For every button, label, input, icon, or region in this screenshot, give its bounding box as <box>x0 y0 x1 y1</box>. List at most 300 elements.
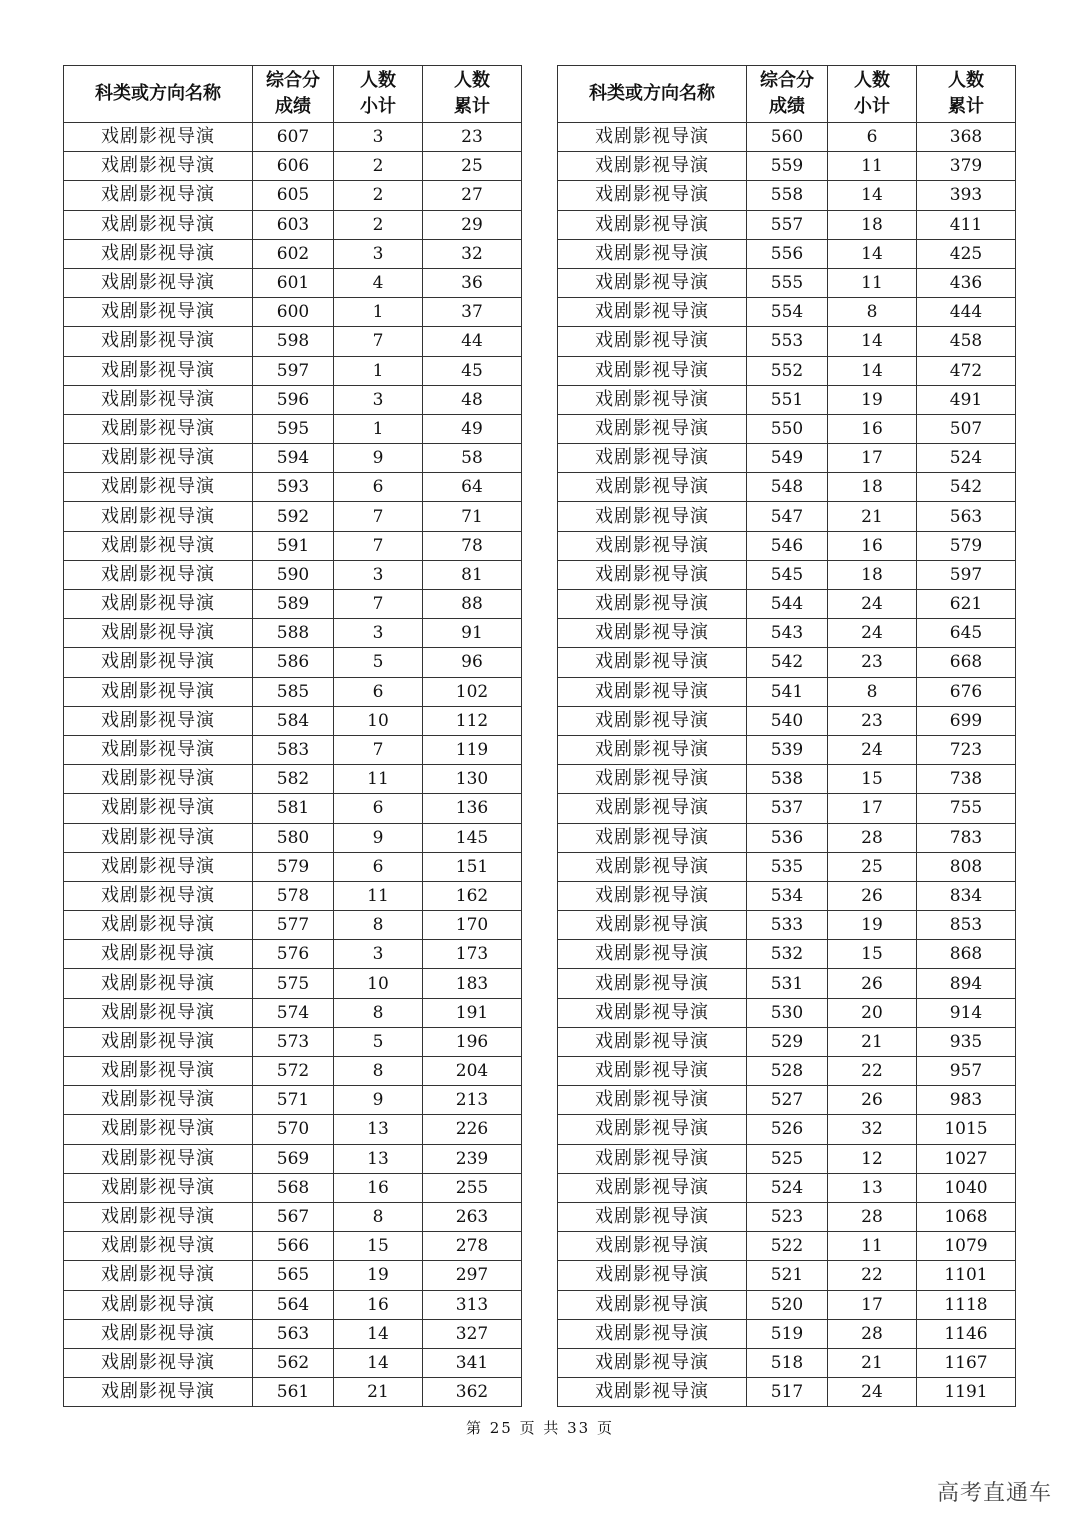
cell-name: 戏剧影视导演 <box>64 590 253 619</box>
header-name: 科类或方向名称 <box>64 66 253 123</box>
cell-name: 戏剧影视导演 <box>64 765 253 794</box>
table-header-row <box>64 66 522 123</box>
cell-score: 533 <box>747 911 828 940</box>
cell-name: 戏剧影视导演 <box>64 298 253 327</box>
score-table-right <box>557 65 1016 1407</box>
cell-cumulative: 204 <box>423 1057 522 1086</box>
cell-cumulative: 645 <box>917 619 1016 648</box>
table-row <box>558 444 1016 473</box>
cell-count: 15 <box>334 1232 423 1261</box>
cell-name: 戏剧影视导演 <box>64 852 253 881</box>
cell-count: 17 <box>828 794 917 823</box>
cell-count: 1 <box>334 356 423 385</box>
cell-score: 606 <box>253 152 334 181</box>
cell-name: 戏剧影视导演 <box>558 1261 747 1290</box>
cell-name: 戏剧影视导演 <box>558 590 747 619</box>
cell-score: 553 <box>747 327 828 356</box>
cell-name: 戏剧影视导演 <box>558 969 747 998</box>
table-body-right <box>558 123 1016 1407</box>
cell-name: 戏剧影视导演 <box>64 969 253 998</box>
cell-count: 9 <box>334 1086 423 1115</box>
cell-score: 563 <box>253 1319 334 1348</box>
cell-score: 542 <box>747 648 828 677</box>
cell-cumulative: 78 <box>423 531 522 560</box>
cell-count: 16 <box>828 531 917 560</box>
cell-score: 592 <box>253 502 334 531</box>
cell-name: 戏剧影视导演 <box>64 1202 253 1231</box>
cell-cumulative: 112 <box>423 706 522 735</box>
cell-score: 571 <box>253 1086 334 1115</box>
cell-count: 17 <box>828 444 917 473</box>
cell-score: 575 <box>253 969 334 998</box>
table-row <box>558 414 1016 443</box>
table-row <box>558 560 1016 589</box>
cell-count: 19 <box>828 385 917 414</box>
cell-score: 550 <box>747 414 828 443</box>
cell-count: 24 <box>828 590 917 619</box>
cell-score: 562 <box>253 1348 334 1377</box>
table-row <box>558 1378 1016 1407</box>
cell-name: 戏剧影视导演 <box>64 531 253 560</box>
cell-count: 15 <box>828 940 917 969</box>
table-row <box>64 823 522 852</box>
table-row <box>558 590 1016 619</box>
cell-score: 595 <box>253 414 334 443</box>
table-row <box>64 852 522 881</box>
table-row <box>558 619 1016 648</box>
cell-cumulative: 102 <box>423 677 522 706</box>
cell-score: 588 <box>253 619 334 648</box>
cell-count: 11 <box>828 268 917 297</box>
cell-name: 戏剧影视导演 <box>64 648 253 677</box>
cell-name: 戏剧影视导演 <box>64 1173 253 1202</box>
cell-cumulative: 29 <box>423 210 522 239</box>
cell-cumulative: 263 <box>423 1202 522 1231</box>
cell-count: 6 <box>334 794 423 823</box>
cell-count: 20 <box>828 998 917 1027</box>
cell-count: 6 <box>334 473 423 502</box>
cell-name: 戏剧影视导演 <box>558 1348 747 1377</box>
cell-name: 戏剧影视导演 <box>558 1115 747 1144</box>
cell-cumulative: 226 <box>423 1115 522 1144</box>
cell-name: 戏剧影视导演 <box>64 1319 253 1348</box>
cell-score: 584 <box>253 706 334 735</box>
cell-cumulative: 255 <box>423 1173 522 1202</box>
cell-name: 戏剧影视导演 <box>558 911 747 940</box>
cell-cumulative: 327 <box>423 1319 522 1348</box>
cell-score: 544 <box>747 590 828 619</box>
header-score: 综合分 成绩 <box>747 66 828 123</box>
cell-cumulative: 524 <box>917 444 1016 473</box>
cell-name: 戏剧影视导演 <box>64 560 253 589</box>
cell-cumulative: 91 <box>423 619 522 648</box>
cell-name: 戏剧影视导演 <box>64 414 253 443</box>
cell-name: 戏剧影视导演 <box>64 998 253 1027</box>
cell-score: 539 <box>747 735 828 764</box>
table-row <box>558 1261 1016 1290</box>
cell-cumulative: 914 <box>917 998 1016 1027</box>
table-row <box>64 1232 522 1261</box>
cell-name: 戏剧影视导演 <box>64 444 253 473</box>
cell-score: 546 <box>747 531 828 560</box>
cell-cumulative: 411 <box>917 210 1016 239</box>
table-row <box>64 1348 522 1377</box>
cell-score: 541 <box>747 677 828 706</box>
table-row <box>64 1144 522 1173</box>
table-row <box>64 444 522 473</box>
cell-count: 22 <box>828 1261 917 1290</box>
cell-count: 13 <box>334 1144 423 1173</box>
table-row <box>64 210 522 239</box>
cell-count: 3 <box>334 385 423 414</box>
cell-count: 8 <box>828 677 917 706</box>
table-body-left <box>64 123 522 1407</box>
cell-cumulative: 297 <box>423 1261 522 1290</box>
table-row <box>558 940 1016 969</box>
cell-cumulative: 723 <box>917 735 1016 764</box>
table-row <box>64 268 522 297</box>
cell-score: 597 <box>253 356 334 385</box>
cell-cumulative: 213 <box>423 1086 522 1115</box>
cell-score: 557 <box>747 210 828 239</box>
cell-cumulative: 48 <box>423 385 522 414</box>
table-row <box>558 1348 1016 1377</box>
cell-count: 21 <box>828 1027 917 1056</box>
cell-cumulative: 44 <box>423 327 522 356</box>
table-row <box>64 298 522 327</box>
table-row <box>64 940 522 969</box>
cell-count: 21 <box>828 1348 917 1377</box>
cell-count: 28 <box>828 1202 917 1231</box>
cell-name: 戏剧影视导演 <box>558 1232 747 1261</box>
cell-cumulative: 81 <box>423 560 522 589</box>
header-name: 科类或方向名称 <box>558 66 747 123</box>
cell-count: 21 <box>828 502 917 531</box>
cell-score: 527 <box>747 1086 828 1115</box>
table-row <box>64 765 522 794</box>
cell-name: 戏剧影视导演 <box>558 210 747 239</box>
cell-score: 530 <box>747 998 828 1027</box>
table-row <box>558 473 1016 502</box>
table-row <box>558 765 1016 794</box>
cell-cumulative: 362 <box>423 1378 522 1407</box>
cell-count: 8 <box>334 1202 423 1231</box>
cell-name: 戏剧影视导演 <box>64 473 253 502</box>
cell-count: 1 <box>334 298 423 327</box>
cell-name: 戏剧影视导演 <box>64 327 253 356</box>
cell-count: 3 <box>334 123 423 152</box>
cell-count: 19 <box>334 1261 423 1290</box>
cell-count: 14 <box>828 239 917 268</box>
cell-score: 573 <box>253 1027 334 1056</box>
table-row <box>558 852 1016 881</box>
cell-name: 戏剧影视导演 <box>64 619 253 648</box>
cell-name: 戏剧影视导演 <box>64 735 253 764</box>
cell-name: 戏剧影视导演 <box>558 327 747 356</box>
cell-name: 戏剧影视导演 <box>64 239 253 268</box>
cell-name: 戏剧影视导演 <box>558 239 747 268</box>
cell-name: 戏剧影视导演 <box>64 794 253 823</box>
cell-name: 戏剧影视导演 <box>64 123 253 152</box>
cell-name: 戏剧影视导演 <box>64 1086 253 1115</box>
cell-name: 戏剧影视导演 <box>558 414 747 443</box>
cell-count: 13 <box>334 1115 423 1144</box>
cell-score: 520 <box>747 1290 828 1319</box>
cell-name: 戏剧影视导演 <box>558 298 747 327</box>
cell-count: 3 <box>334 940 423 969</box>
table-row <box>64 911 522 940</box>
cell-count: 21 <box>334 1378 423 1407</box>
cell-score: 568 <box>253 1173 334 1202</box>
table-row <box>64 969 522 998</box>
table-row <box>558 677 1016 706</box>
cell-name: 戏剧影视导演 <box>558 881 747 910</box>
cell-cumulative: 136 <box>423 794 522 823</box>
table-row <box>558 356 1016 385</box>
table-row <box>64 560 522 589</box>
cell-cumulative: 151 <box>423 852 522 881</box>
table-row <box>558 298 1016 327</box>
table-header-row <box>558 66 1016 123</box>
cell-cumulative: 853 <box>917 911 1016 940</box>
cell-cumulative: 191 <box>423 998 522 1027</box>
cell-cumulative: 783 <box>917 823 1016 852</box>
cell-count: 6 <box>334 677 423 706</box>
table-row <box>558 268 1016 297</box>
cell-name: 戏剧影视导演 <box>558 706 747 735</box>
cell-cumulative: 278 <box>423 1232 522 1261</box>
cell-score: 583 <box>253 735 334 764</box>
cell-score: 567 <box>253 1202 334 1231</box>
cell-score: 581 <box>253 794 334 823</box>
cell-cumulative: 1191 <box>917 1378 1016 1407</box>
cell-score: 524 <box>747 1173 828 1202</box>
table-row <box>558 181 1016 210</box>
cell-cumulative: 579 <box>917 531 1016 560</box>
cell-cumulative: 1068 <box>917 1202 1016 1231</box>
cell-score: 536 <box>747 823 828 852</box>
table-row <box>64 1086 522 1115</box>
table-row <box>558 735 1016 764</box>
table-row <box>64 1290 522 1319</box>
table-row <box>558 706 1016 735</box>
cell-score: 580 <box>253 823 334 852</box>
cell-count: 16 <box>334 1173 423 1202</box>
cell-count: 5 <box>334 1027 423 1056</box>
cell-name: 戏剧影视导演 <box>558 502 747 531</box>
cell-cumulative: 755 <box>917 794 1016 823</box>
table-row <box>558 969 1016 998</box>
cell-score: 591 <box>253 531 334 560</box>
table-row <box>558 385 1016 414</box>
cell-score: 552 <box>747 356 828 385</box>
cell-count: 22 <box>828 1057 917 1086</box>
cell-name: 戏剧影视导演 <box>558 1173 747 1202</box>
table-row <box>558 239 1016 268</box>
cell-cumulative: 491 <box>917 385 1016 414</box>
cell-count: 23 <box>828 648 917 677</box>
table-row <box>64 356 522 385</box>
cell-score: 519 <box>747 1319 828 1348</box>
cell-count: 2 <box>334 181 423 210</box>
table-row <box>64 181 522 210</box>
cell-cumulative: 1146 <box>917 1319 1016 1348</box>
cell-cumulative: 341 <box>423 1348 522 1377</box>
cell-score: 601 <box>253 268 334 297</box>
cell-cumulative: 313 <box>423 1290 522 1319</box>
table-row <box>64 998 522 1027</box>
cell-score: 531 <box>747 969 828 998</box>
table-row <box>64 1319 522 1348</box>
cell-score: 535 <box>747 852 828 881</box>
cell-score: 548 <box>747 473 828 502</box>
cell-name: 戏剧影视导演 <box>558 619 747 648</box>
cell-score: 582 <box>253 765 334 794</box>
table-row <box>64 1202 522 1231</box>
cell-score: 549 <box>747 444 828 473</box>
cell-cumulative: 983 <box>917 1086 1016 1115</box>
table-row <box>558 998 1016 1027</box>
table-row <box>558 648 1016 677</box>
cell-count: 1 <box>334 414 423 443</box>
cell-cumulative: 119 <box>423 735 522 764</box>
cell-count: 25 <box>828 852 917 881</box>
cell-count: 7 <box>334 735 423 764</box>
cell-score: 596 <box>253 385 334 414</box>
cell-count: 24 <box>828 619 917 648</box>
cell-name: 戏剧影视导演 <box>558 444 747 473</box>
cell-score: 518 <box>747 1348 828 1377</box>
cell-cumulative: 834 <box>917 881 1016 910</box>
cell-cumulative: 1167 <box>917 1348 1016 1377</box>
table-row <box>64 1027 522 1056</box>
cell-count: 3 <box>334 239 423 268</box>
cell-cumulative: 1101 <box>917 1261 1016 1290</box>
cell-cumulative: 1118 <box>917 1290 1016 1319</box>
cell-cumulative: 58 <box>423 444 522 473</box>
table-row <box>64 239 522 268</box>
cell-name: 戏剧影视导演 <box>558 735 747 764</box>
cell-count: 9 <box>334 823 423 852</box>
cell-cumulative: 1027 <box>917 1144 1016 1173</box>
table-row <box>558 1086 1016 1115</box>
cell-score: 572 <box>253 1057 334 1086</box>
cell-count: 11 <box>334 881 423 910</box>
table-row <box>558 881 1016 910</box>
cell-name: 戏剧影视导演 <box>558 648 747 677</box>
table-row <box>558 1202 1016 1231</box>
cell-name: 戏剧影视导演 <box>558 1057 747 1086</box>
cell-score: 561 <box>253 1378 334 1407</box>
cell-name: 戏剧影视导演 <box>558 794 747 823</box>
cell-score: 574 <box>253 998 334 1027</box>
table-row <box>64 385 522 414</box>
cell-score: 545 <box>747 560 828 589</box>
cell-score: 517 <box>747 1378 828 1407</box>
table-row <box>64 1057 522 1086</box>
table-row <box>558 1057 1016 1086</box>
table-row <box>558 210 1016 239</box>
cell-name: 戏剧影视导演 <box>558 152 747 181</box>
cell-cumulative: 563 <box>917 502 1016 531</box>
cell-score: 555 <box>747 268 828 297</box>
cell-cumulative: 597 <box>917 560 1016 589</box>
cell-score: 605 <box>253 181 334 210</box>
cell-name: 戏剧影视导演 <box>64 1261 253 1290</box>
table-row <box>64 706 522 735</box>
cell-cumulative: 368 <box>917 123 1016 152</box>
cell-score: 603 <box>253 210 334 239</box>
cell-name: 戏剧影视导演 <box>64 152 253 181</box>
table-row <box>558 794 1016 823</box>
cell-cumulative: 130 <box>423 765 522 794</box>
cell-name: 戏剧影视导演 <box>64 1348 253 1377</box>
cell-count: 24 <box>828 735 917 764</box>
cell-name: 戏剧影视导演 <box>64 940 253 969</box>
cell-cumulative: 894 <box>917 969 1016 998</box>
cell-cumulative: 808 <box>917 852 1016 881</box>
watermark: 高考直通车 <box>936 1481 1052 1506</box>
cell-cumulative: 173 <box>423 940 522 969</box>
cell-name: 戏剧影视导演 <box>558 268 747 297</box>
cell-count: 7 <box>334 590 423 619</box>
cell-cumulative: 1079 <box>917 1232 1016 1261</box>
header-count: 人数 小计 <box>334 66 423 123</box>
cell-name: 戏剧影视导演 <box>558 531 747 560</box>
cell-cumulative: 1015 <box>917 1115 1016 1144</box>
cell-score: 594 <box>253 444 334 473</box>
cell-score: 593 <box>253 473 334 502</box>
cell-count: 14 <box>828 327 917 356</box>
cell-cumulative: 738 <box>917 765 1016 794</box>
cell-name: 戏剧影视导演 <box>64 268 253 297</box>
cell-name: 戏剧影视导演 <box>64 1115 253 1144</box>
cell-name: 戏剧影视导演 <box>64 1027 253 1056</box>
cell-score: 564 <box>253 1290 334 1319</box>
cell-score: 540 <box>747 706 828 735</box>
cell-count: 19 <box>828 911 917 940</box>
cell-cumulative: 145 <box>423 823 522 852</box>
cell-score: 556 <box>747 239 828 268</box>
cell-score: 559 <box>747 152 828 181</box>
cell-name: 戏剧影视导演 <box>558 560 747 589</box>
cell-count: 10 <box>334 969 423 998</box>
table-row <box>64 590 522 619</box>
table-row <box>558 502 1016 531</box>
cell-name: 戏剧影视导演 <box>558 852 747 881</box>
cell-name: 戏剧影视导演 <box>558 356 747 385</box>
cell-name: 戏剧影视导演 <box>558 1202 747 1231</box>
table-row <box>64 735 522 764</box>
cell-cumulative: 27 <box>423 181 522 210</box>
table-row <box>558 1173 1016 1202</box>
score-table-left <box>63 65 522 1407</box>
cell-cumulative: 393 <box>917 181 1016 210</box>
cell-score: 521 <box>747 1261 828 1290</box>
cell-cumulative: 621 <box>917 590 1016 619</box>
cell-count: 18 <box>828 560 917 589</box>
cell-count: 28 <box>828 1319 917 1348</box>
header-count: 人数 小计 <box>828 66 917 123</box>
cell-count: 11 <box>828 1232 917 1261</box>
cell-name: 戏剧影视导演 <box>558 1319 747 1348</box>
cell-score: 560 <box>747 123 828 152</box>
cell-count: 18 <box>828 473 917 502</box>
cell-name: 戏剧影视导演 <box>558 1378 747 1407</box>
cell-cumulative: 162 <box>423 881 522 910</box>
table-row <box>64 123 522 152</box>
cell-score: 547 <box>747 502 828 531</box>
